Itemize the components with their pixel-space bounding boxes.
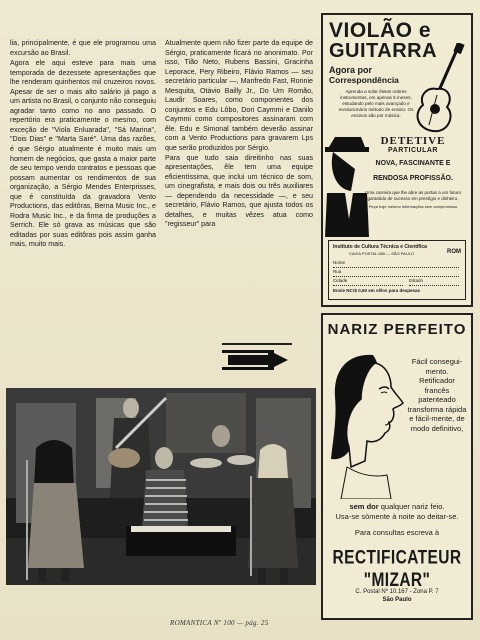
detective-ad-block — [363, 135, 463, 209]
nose-corrector-ad — [321, 313, 473, 620]
detective-line: NOVA, FASCINANTE E — [375, 160, 451, 167]
guitar-course-ad — [321, 13, 473, 307]
article-column-right — [165, 39, 313, 230]
ad-title: VIOLÃO e — [329, 19, 432, 42]
detective-line: RENDOSA PROFISSÃO. — [373, 175, 453, 182]
divider — [222, 343, 292, 345]
address-line: C. Postal Nº 10.167 - Zona P. 7 — [355, 589, 439, 595]
coupon-code: ROM — [447, 249, 461, 255]
band-photo — [6, 388, 316, 585]
detective-description: Uma carreira que lhe abre as portas a um futuro garantido de sucesso em prestígio e dinheiro. — [364, 190, 462, 201]
coupon-field-name[interactable] — [333, 260, 459, 268]
detective-note: Peça hoje mesmo informações sem compromisso — [368, 204, 458, 209]
ad-text: qualquer nariz feio. — [378, 502, 445, 511]
ad-description: Fácil consegui-mento. Retificador francês patenteado transforma rápida e fácil-mente, de modo definitivo, — [407, 357, 467, 433]
ad-address — [323, 588, 471, 604]
ad-highlight: sem dor — [349, 502, 379, 511]
brand-line: "MIZAR" — [363, 569, 431, 591]
article-column-left — [10, 39, 156, 250]
coupon-title: Instituto de Cultura Técnica e Científica — [333, 244, 427, 250]
article-paragraph: Atualmente quem não fizer parte da equipe de Sérgio, praticamente ficará no anonimato. Por isso, Tião Neto, Rubens Bassini, Gracinha Leporace, Pery Ribeiro, Flávio Ramos — seu secretário particular —, Manfredo Fast, Ronnie Mesquita, Otávio Bailly Jr., Do Um Romão, Laudir Soares, como componentes dos conjuntos e Edu Lôbo, Dori Caymmi e Danilo Caymmi como compositores assinaram com êle. Edu e Simonal também deverão assinar com a Vento Productions para gravarem Lps que serão produzidos por Sérgio. — [165, 39, 313, 153]
article-paragraph: Para que tudo saia direitinho nas suas apresentações, êle tem uma equipe eficientíssima, que inclui um técnico de som, um cinegrafista, e mais dois ou três auxiliares — dependendo da necessidade —, e seu secretário, Flávio Ramos, que ajusta todos os detalhes, e muitas vêzes atua como "regisseur" para — [165, 153, 313, 229]
ad-subtitle: Correspondência — [329, 75, 399, 85]
brand-name — [323, 547, 471, 592]
coupon-label: Estado — [409, 278, 424, 283]
ad-subtitle: Agora por — [329, 65, 373, 75]
ad-contact: Para consultas escreva à — [354, 528, 440, 537]
woman-profile-illustration — [327, 349, 409, 499]
coupon-field-city[interactable] — [333, 278, 403, 286]
order-coupon — [328, 240, 466, 300]
brand-line: RECTIFICATEUR — [332, 547, 462, 569]
article-paragraph: lia, principalmente, é que ele programou uma excursão ao Brasil. — [10, 39, 156, 57]
page-footer: ROMANTICA Nº 100 — pág. 25 — [170, 619, 269, 627]
coupon-footer: Envie NCr$ 0,50 em sêlos para despesas — [333, 288, 421, 293]
ad-description: Aprenda a solar êsses nobres instrumentos, em apenas 5 meses, estudando pelo mais avançado e revolucionário método de ensino. Os ensinos são por música. — [338, 89, 414, 118]
detective-subtitle: PARTICULAR — [388, 147, 438, 154]
coupon-field-street[interactable] — [333, 269, 459, 277]
coupon-address: CAIXA POSTAL 889 — SÃO PAULO — [349, 251, 415, 256]
coupon-label: Cidade — [333, 278, 348, 283]
ad-text: Usa-se sòmente à noite ao deitar-se. — [335, 511, 459, 521]
coupon-field-state[interactable] — [409, 278, 459, 286]
coupon-label: Rua — [333, 269, 342, 274]
guitar-icon — [415, 43, 469, 135]
coupon-label: Nome — [333, 260, 346, 265]
ad-title: GUITARRA — [329, 40, 438, 62]
ad-description — [329, 502, 465, 521]
article-paragraph: Agora ele aqui esteve para mais uma temporada de dezessete apresentações que lhe renderam quinhentos mil cruzeiros novos. Apesar de ser o mais alto salário já pago a um artista no Brasil, o conjunto não conseguiu agradar tanto como no ano passado. O repertório era praticamente o mesmo, com exceção de "Viola Enluarada", "Sá Marina", "Dois Dias" e "Marta Saré". Uma das razões, é que Sérgio atualmente é muito mais um homem de negócios, que gasta a maior parte de seu tempo vendo contratos e pessoas que possam aumentar os rendimentos de sua organização, a Sérgio Mendes Enterprisses, que é constituída da gravadora Vento Productions, das editôras, Berna Music Inc., e Rodra Music Inc., e da firma de produções a Serrich. Ele só grava as músicas que são editadas por suas editôras pois assim ganha mais, muito mais. — [10, 59, 156, 249]
city-line: São Paulo — [382, 597, 412, 603]
ad-title: NARIZ PERFEITO — [327, 321, 467, 338]
continue-arrow-icon — [222, 349, 292, 371]
detective-title: DETETIVE — [380, 135, 446, 147]
